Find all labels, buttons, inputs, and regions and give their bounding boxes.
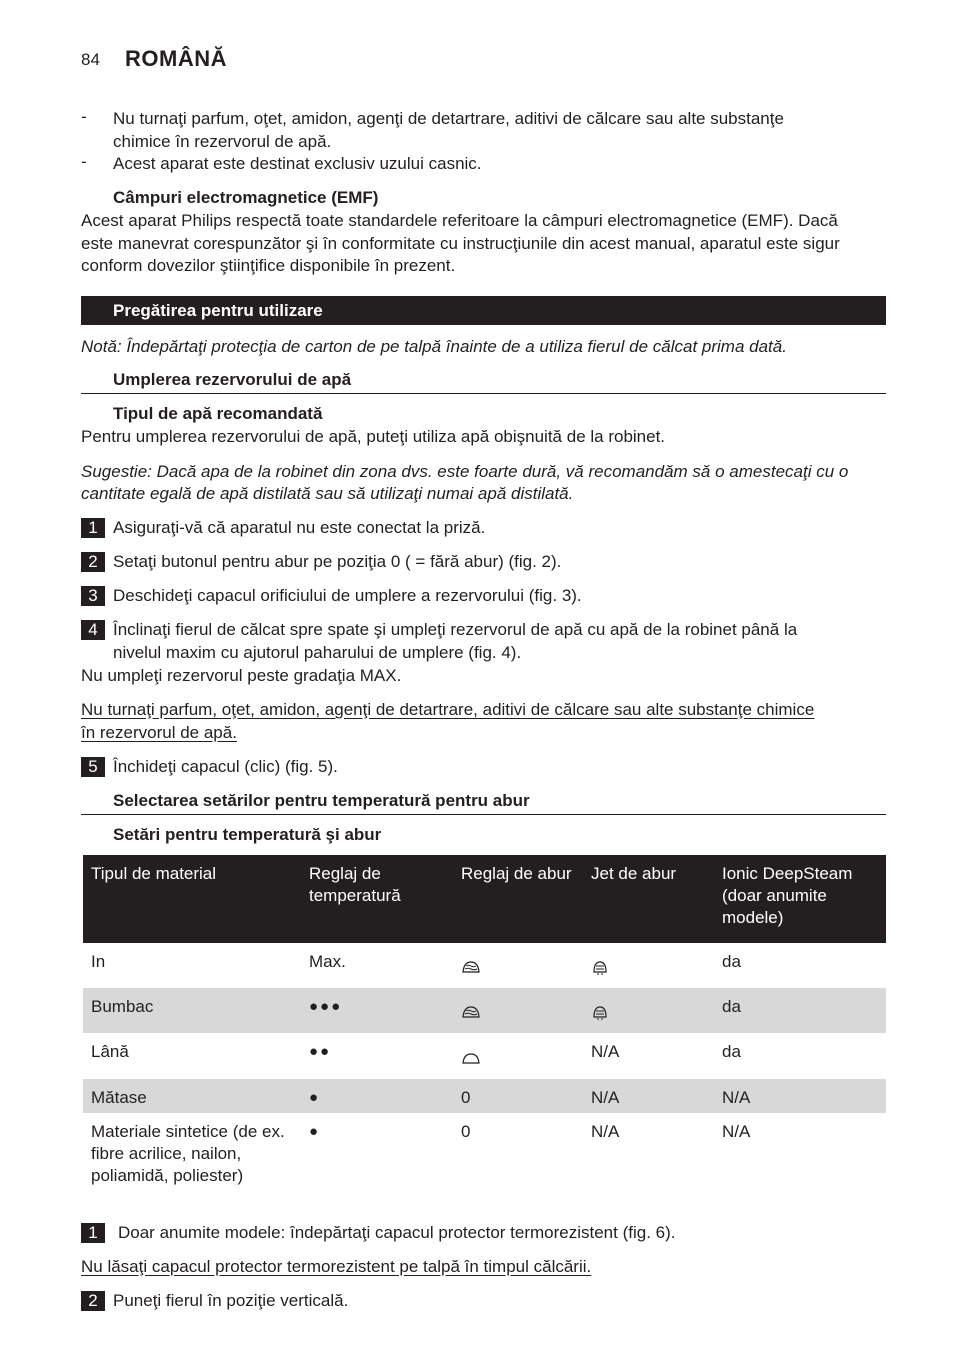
cell-jet: N/A — [591, 1122, 620, 1141]
step-text: Puneţi fierul în poziţie verticală. — [113, 1291, 349, 1310]
emf-text-line: Acest aparat Philips respectă toate standardele referitoare la câmpuri electromagnetice (EMF). Dacă — [81, 211, 838, 230]
column-header: Reglaj de temperatură — [301, 855, 453, 943]
column-header: Tipul de material — [83, 855, 301, 943]
bullet-dash: - — [81, 107, 87, 126]
heading-rule — [81, 393, 886, 394]
cell-ionic: da — [714, 988, 886, 1033]
cell-temperature: ●●● — [301, 988, 453, 1033]
warning-line: Nu turnaţi parfum, oţet, amidon, agenţi de detartrare, aditivi de călcare sau alte substanţe chimice — [81, 700, 815, 719]
settings-table — [83, 855, 886, 1191]
table-header-row — [83, 855, 886, 943]
cell-steam: 0 — [461, 1122, 471, 1141]
warning-line: în rezervorul de apă. — [81, 723, 237, 742]
cell-steam: 0 — [453, 1079, 583, 1113]
cell-temperature: ● — [301, 1079, 453, 1113]
cell-temperature: Max. — [309, 952, 346, 971]
bullet-text: Nu turnaţi parfum, oţet, amidon, agenţi de detartrare, aditivi de călcare sau alte substanţe — [113, 109, 784, 128]
cell-jet: N/A — [591, 1042, 620, 1061]
table-row — [83, 988, 886, 1033]
steam-low-icon — [461, 1049, 481, 1071]
cell-temperature: ● — [309, 1123, 321, 1140]
cell-material: Materiale sintetice (de ex. fibre acrilice, nailon, poliamidă, poliester) — [91, 1122, 285, 1185]
column-header: Ionic DeepSteam (doar anumite modele) — [714, 855, 886, 943]
cell-ionic: N/A — [722, 1122, 751, 1141]
settings-heading: Selectarea setărilor pentru temperatură pentru abur — [113, 791, 530, 810]
table-row — [83, 1079, 886, 1113]
steam-high-icon — [461, 1004, 481, 1026]
note-text: Notă: Îndepărtaţi protecţia de carton de pe talpă înainte de a utiliza fierul de călcat prima dată. — [81, 337, 787, 356]
cell-material: Bumbac — [83, 988, 301, 1033]
bullet-text-cont: chimice în rezervorul de apă. — [113, 132, 332, 151]
step-text-cont: nivelul maxim cu ajutorul paharului de umplere (fig. 4). — [113, 643, 522, 662]
table-row — [83, 1033, 886, 1079]
section-bar-title: Pregătirea pentru utilizare — [113, 301, 323, 320]
column-header: Reglaj de abur — [453, 855, 583, 943]
cell-material: Mătase — [83, 1079, 301, 1113]
steam-high-icon — [461, 959, 481, 981]
tip-text-line: Sugestie: Dacă apa de la robinet din zona dvs. este foarte dură, vă recomandăm să o amestecaţi cu o — [81, 462, 849, 481]
cell-material: In — [91, 952, 106, 971]
step-number: 4 — [81, 620, 105, 640]
step-text: Setaţi butonul pentru abur pe poziţia 0 ( = fără abur) (fig. 2). — [113, 552, 562, 571]
cell-material: Lână — [91, 1042, 129, 1061]
step-number: 1 — [81, 518, 105, 538]
step-number: 2 — [81, 1291, 105, 1311]
cell-ionic: da — [722, 952, 741, 971]
cell-temperature: ●● — [309, 1043, 332, 1060]
filling-heading: Umplerea rezervorului de apă — [113, 370, 352, 389]
emf-text-line: conform dovezilor ştiinţifice disponibile în prezent. — [81, 256, 456, 275]
steam-jet-icon — [591, 959, 609, 981]
step-number: 3 — [81, 586, 105, 606]
step-text: Deschideţi capacul orificiului de umplere a rezervorului (fig. 3). — [113, 586, 582, 605]
bullet-dash: - — [81, 152, 87, 171]
language-title: ROMÂNĂ — [125, 46, 227, 71]
bullet-text: Acest aparat este destinat exclusiv uzului casnic. — [113, 154, 482, 173]
step-number: 2 — [81, 552, 105, 572]
cell-jet: N/A — [583, 1079, 714, 1113]
emf-text-line: este manevrat corespunzător şi în conformitate cu instrucţiunile din acest manual, aparatul este sigur — [81, 234, 840, 253]
water-type-text: Pentru umplerea rezervorului de apă, puteţi utiliza apă obişnuită de la robinet. — [81, 427, 666, 446]
cell-ionic: N/A — [714, 1079, 886, 1113]
settings-subheading: Setări pentru temperatură şi abur — [113, 825, 382, 844]
step-number: 1 — [81, 1223, 105, 1243]
section-bar-preparation — [81, 296, 886, 325]
emf-heading: Câmpuri electromagnetice (EMF) — [113, 188, 379, 207]
page-number: 84 — [81, 50, 100, 69]
step-number: 5 — [81, 757, 105, 777]
cell-ionic: da — [722, 1042, 741, 1061]
step-text: Închideţi capacul (clic) (fig. 5). — [113, 757, 338, 776]
water-type-heading: Tipul de apă recomandată — [113, 404, 323, 423]
max-note: Nu umpleţi rezervorul peste gradaţia MAX. — [81, 666, 402, 685]
warning-line: Nu lăsaţi capacul protector termorezistent pe talpă în timpul călcării. — [81, 1257, 592, 1276]
heading-rule — [81, 814, 886, 815]
table-row — [83, 943, 886, 988]
table-row — [83, 1113, 886, 1191]
step-text: Înclinaţi fierul de călcat spre spate şi umpleţi rezervorul de apă cu apă de la robinet până la — [113, 620, 798, 639]
tip-text-line: cantitate egală de apă distilată sau să utilizaţi numai apă distilată. — [81, 484, 574, 503]
step-text: Asiguraţi-vă că aparatul nu este conectat la priză. — [113, 518, 486, 537]
step-text: Doar anumite modele: îndepărtaţi capacul protector termorezistent (fig. 6). — [118, 1223, 676, 1242]
steam-jet-icon — [591, 1004, 609, 1026]
column-header: Jet de abur — [583, 855, 714, 943]
